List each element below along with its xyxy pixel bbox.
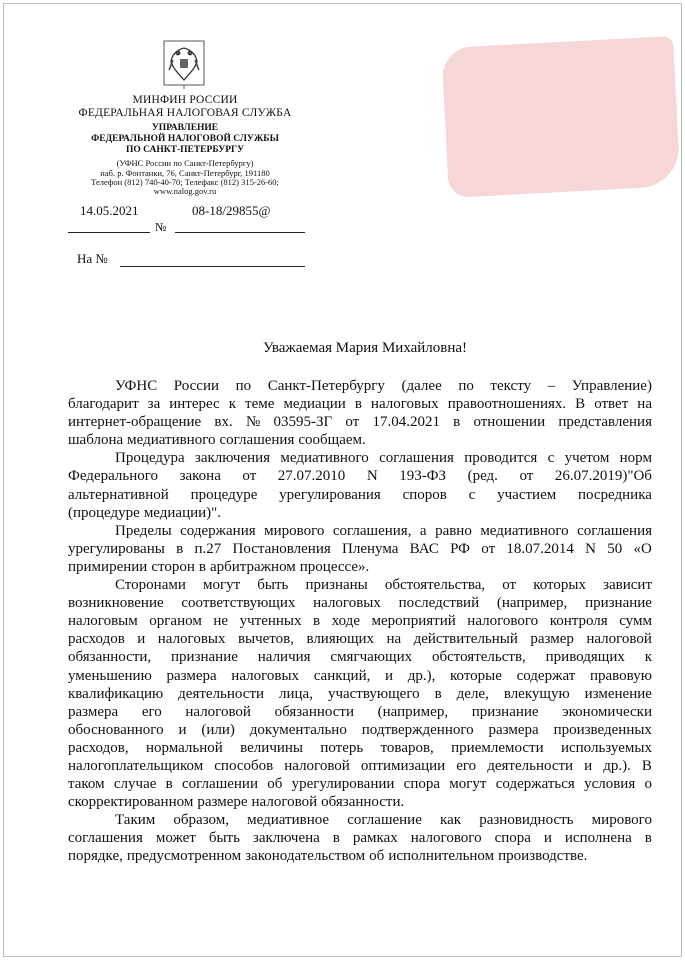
russian-coat-of-arms-icon [163,40,205,90]
department-line: ФЕДЕРАЛЬНОЙ НАЛОГОВОЙ СЛУЖБЫ [91,134,279,145]
text-line: Пределы содержания мирового соглашения, а равно медиативного соглашения [115,522,652,539]
number-underline [175,232,305,233]
text-line: расходов, нормальной величины потерь товаров, приемлемости используемых [68,739,652,756]
text-line: шаблона медиативного соглашения сообщаем. [68,432,366,449]
redaction-blur [441,36,681,198]
text-line: урегулированы в п.27 Постановления Пленума ВАС РФ от 18.07.2014 N 50 «О [68,540,652,557]
text-line: уменьшению размера налоговых санкций, и др.), которые содержат правовую [68,667,652,684]
text-line: Таким образом, медиативное соглашение как разновидность мирового [115,812,652,829]
contact-line: (УФНС России по Санкт-Петербургу) [116,158,254,169]
paragraph [68,522,652,576]
greeting: Уважаемая Мария Михайловна! [262,340,468,356]
department-line: УПРАВЛЕНИЕ [151,123,219,134]
text-line: порядке, предусмотренном законодательством об исполнительном производстве. [68,848,588,865]
text-line: Сторонами могут быть признаны обстоятельства, от которых зависит [115,577,652,594]
contact-line: наб. р. Фонтанки, 76, Санкт-Петербург, 191180 [100,167,270,178]
contact-line: www.nalog.gov.ru [153,186,217,197]
text-line: Федерального закона от 27.07.2010 N 193-ФЗ (ред. от 26.07.2019)"Об [68,468,652,485]
text-line: обязанности, признание наличия смягчающих обстоятельств, приводящих к [68,649,652,666]
text-line: размера его налоговой обязанности (например, признание экономически [68,703,652,720]
paragraph [68,449,652,521]
text-line: интернет-обращение вх. № 03595-ЗГ от 17.04.2021 в отношении представления [68,414,652,431]
paragraph [68,377,652,449]
contact-line: Телефон (812) 740-40-70; Телефакс (812) 315-26-60; [91,176,279,187]
letterhead [60,94,310,197]
reply-to-underline [120,266,305,267]
paragraph [68,576,652,811]
text-line: (процедуре медиации)". [68,504,222,521]
letter-body [68,377,652,866]
text-line: возникновение соответствующих налоговых последствий (например, признание [68,595,652,612]
letter-date: 14.05.2021 [80,203,139,218]
ministry-name: МИНФИН РОССИИ [132,94,238,106]
text-line: обоснованного и (или) документально подтвержденного размера произведенных [68,721,652,738]
registration-number: 08-18/29855@ [192,203,271,218]
department-line: ПО САНКТ-ПЕТЕРБУРГУ [125,145,245,156]
text-line: примирении сторон в арбитражном процессе». [68,558,370,575]
text-line: Процедура заключения медиативного соглашения проводится с учетом норм [115,450,652,467]
text-line: налогоплательщиком способов налоговой оптимизации его деятельности и др.). В [68,757,652,774]
service-name: ФЕДЕРАЛЬНАЯ НАЛОГОВАЯ СЛУЖБА [78,107,292,120]
text-line: скорректированном размере налоговой обязанности. [68,794,405,811]
text-line: соглашения может быть заключена в рамках налогового спора и исполнена в [68,830,652,847]
text-line: благодарит за интерес к теме медиации в налоговых правоотношениях. В ответ на [68,396,652,413]
number-sign: № [155,220,167,234]
text-line: налоговым органом не учтенных в ходе мероприятий налогового контроля сумм [68,613,652,630]
text-line: УФНС России по Санкт-Петербургу (далее по тексту – Управление) [115,378,652,394]
text-line: альтернативной процедуре урегулирования споров с участием посредника [68,486,652,503]
reply-to-label: На № [77,251,108,266]
date-underline [68,232,150,233]
text-line: расходов и налоговых вычетов, влияющих на действительный размер налоговой [68,631,652,648]
text-line: квалификацию деятельности лица, участвующего в деле, влекущую изменение [68,685,652,702]
paragraph [68,811,652,865]
text-line: таком случае в соглашении об урегулировании спора могут содержаться условия о [68,776,652,793]
